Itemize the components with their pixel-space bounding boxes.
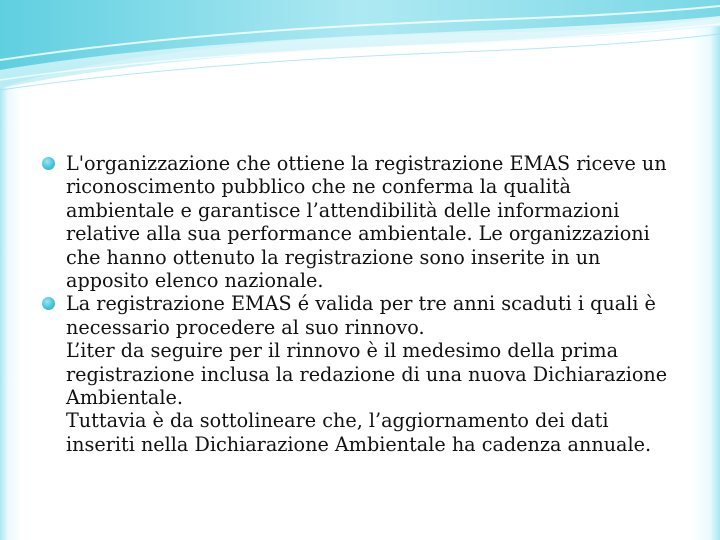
bullet-dot-icon	[42, 157, 55, 170]
header-wave-banner	[0, 0, 720, 95]
bullet-item	[42, 292, 682, 456]
bullet-text: L'organizzazione che ottiene la registrazione EMAS riceve un riconoscimento pubblico che ne conferma la qualità ambientale e garantisce l’attendibilità delle informazioni relative alla sua performance ambientale. Le organizzazioni che hanno ottenuto la registrazione sono inserite in un apposito elenco nazionale.	[66, 152, 667, 293]
bullet-text: La registrazione EMAS é valida per tre anni scaduti i quali è necessario procedere al suo rinnovo.	[66, 292, 656, 339]
bullet-text: L’iter da seguire per il rinnovo è il medesimo della prima registrazione inclusa la redazione di una nuova Dichiarazione Ambientale.	[66, 339, 668, 410]
bullet-dot-icon	[42, 297, 55, 310]
bullet-text: Tuttavia è da sottolineare che, l’aggiornamento dei dati inseriti nella Dichiarazione Ambientale ha cadenza annuale.	[66, 409, 652, 456]
bullet-list	[42, 152, 682, 456]
bullet-item	[42, 152, 682, 292]
